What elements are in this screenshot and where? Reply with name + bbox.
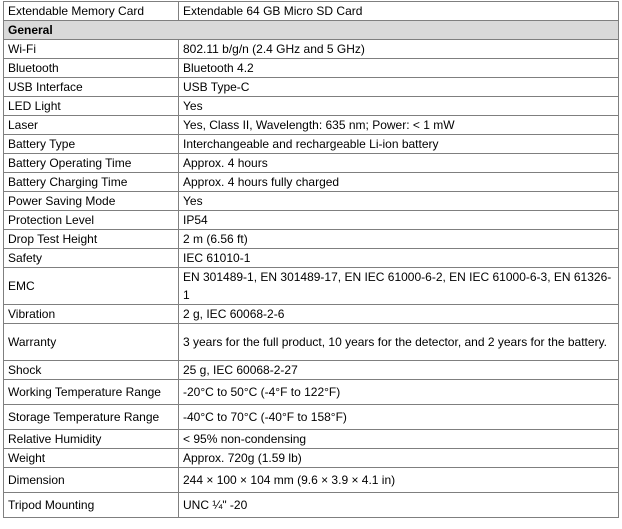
row-label: Relative Humidity [4, 430, 179, 449]
table-row-memory-card [4, 2, 619, 21]
row-label: LED Light [4, 97, 179, 116]
spec-table [3, 1, 619, 518]
row-label: Shock [4, 361, 179, 380]
row-label: Power Saving Mode [4, 192, 179, 211]
row-label: Dimension [4, 468, 179, 493]
row-label: Laser [4, 116, 179, 135]
table-row [4, 493, 619, 518]
row-label: Wi-Fi [4, 40, 179, 59]
table-row [4, 78, 619, 97]
row-value: Approx. 4 hours fully charged [179, 173, 619, 192]
row-value: Yes [179, 97, 619, 116]
table-row [4, 405, 619, 430]
row-value: 802.11 b/g/n (2.4 GHz and 5 GHz) [179, 40, 619, 59]
row-label: Vibration [4, 305, 179, 324]
row-value: 2 m (6.56 ft) [179, 230, 619, 249]
row-label: Warranty [4, 324, 179, 361]
row-value: UNC ¼" -20 [179, 493, 619, 518]
row-label: USB Interface [4, 78, 179, 97]
row-value: Bluetooth 4.2 [179, 59, 619, 78]
table-row [4, 116, 619, 135]
row-value: -40°C to 70°C (-40°F to 158°F) [179, 405, 619, 430]
row-value: IEC 61010-1 [179, 249, 619, 268]
section-title: General [4, 21, 619, 40]
row-label: Protection Level [4, 211, 179, 230]
row-label: Extendable Memory Card [4, 2, 179, 21]
row-value: Approx. 720g (1.59 lb) [179, 449, 619, 468]
row-value: < 95% non-condensing [179, 430, 619, 449]
table-row [4, 154, 619, 173]
row-label: EMC [4, 268, 179, 305]
row-label: Safety [4, 249, 179, 268]
table-row [4, 449, 619, 468]
table-row [4, 59, 619, 78]
row-label: Storage Temperature Range [4, 405, 179, 430]
row-value: 25 g, IEC 60068-2-27 [179, 361, 619, 380]
section-header-row [4, 21, 619, 40]
table-row [4, 324, 619, 361]
row-value: 244 × 100 × 104 mm (9.6 × 3.9 × 4.1 in) [179, 468, 619, 493]
row-value: -20°C to 50°C (-4°F to 122°F) [179, 380, 619, 405]
table-row [4, 361, 619, 380]
row-label: Battery Operating Time [4, 154, 179, 173]
table-row [4, 192, 619, 211]
table-row [4, 468, 619, 493]
row-value: EN 301489-1, EN 301489-17, EN IEC 61000-6-2, EN IEC 61000-6-3, EN 61326-1 [179, 268, 619, 305]
table-row [4, 135, 619, 154]
row-value: Approx. 4 hours [179, 154, 619, 173]
table-row [4, 211, 619, 230]
row-value: USB Type-C [179, 78, 619, 97]
row-label: Working Temperature Range [4, 380, 179, 405]
table-row [4, 97, 619, 116]
row-value: IP54 [179, 211, 619, 230]
row-value: Yes, Class II, Wavelength: 635 nm; Power: < 1 mW [179, 116, 619, 135]
table-row [4, 173, 619, 192]
row-label: Weight [4, 449, 179, 468]
row-value: Yes [179, 192, 619, 211]
table-row [4, 380, 619, 405]
row-label: Battery Charging Time [4, 173, 179, 192]
row-label: Bluetooth [4, 59, 179, 78]
row-value: Extendable 64 GB Micro SD Card [179, 2, 619, 21]
row-value: Interchangeable and rechargeable Li-ion battery [179, 135, 619, 154]
row-label: Battery Type [4, 135, 179, 154]
table-row [4, 249, 619, 268]
table-row [4, 230, 619, 249]
table-row [4, 305, 619, 324]
row-label: Tripod Mounting [4, 493, 179, 518]
table-row [4, 40, 619, 59]
table-row [4, 430, 619, 449]
row-value: 3 years for the full product, 10 years for the detector, and 2 years for the battery. [179, 324, 619, 361]
table-row [4, 268, 619, 305]
row-value: 2 g, IEC 60068-2-6 [179, 305, 619, 324]
row-label: Drop Test Height [4, 230, 179, 249]
